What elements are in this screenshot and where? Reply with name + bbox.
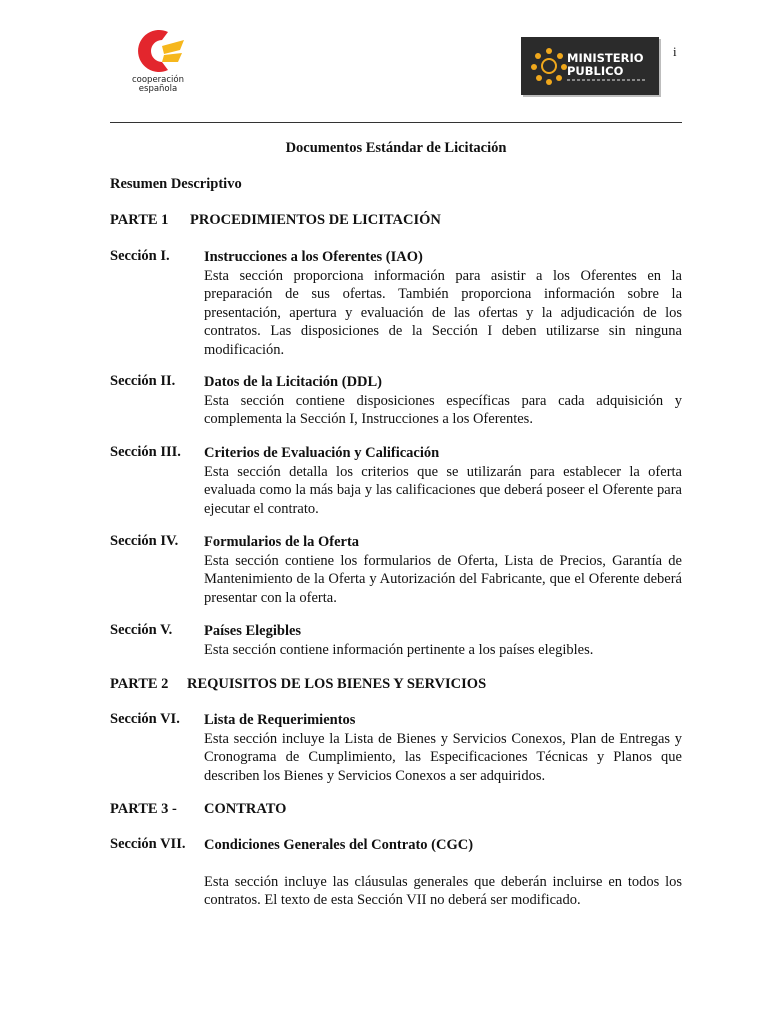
section-label: Sección II.: [110, 373, 176, 389]
section-2: [110, 373, 682, 429]
cooperacion-espanola-logo: [124, 26, 194, 98]
section-title: Lista de Requerimientos: [204, 712, 356, 728]
section-4: [110, 533, 682, 607]
logo-title-line2: PUBLICO: [567, 64, 624, 78]
section-6: [110, 711, 682, 785]
section-7: [110, 836, 682, 910]
ministerio-emblem-icon: [529, 46, 569, 86]
part-label: PARTE 2: [110, 676, 169, 692]
ministerio-publico-logo: [521, 37, 659, 95]
part-label: PARTE 3 -: [110, 801, 177, 817]
logo-title-line1: MINISTERIO: [567, 51, 644, 65]
logo-text-line2: española: [138, 84, 178, 94]
section-title: Criterios de Evaluación y Calificación: [204, 445, 440, 461]
section-title: Condiciones Generales del Contrato (CGC): [204, 837, 474, 853]
part-heading-2: [110, 676, 486, 693]
section-title: Países Elegibles: [204, 623, 302, 639]
section-title: Formularios de la Oferta: [204, 534, 360, 550]
summary-heading: Resumen Descriptivo: [110, 176, 242, 192]
section-description: Esta sección detalla los criterios que se utilizarán para establecer la oferta evaluada como la más baja y las calificaciones que deberá poseer el Oferente para ejecutar el contrato.: [204, 463, 682, 517]
part-title: REQUISITOS DE LOS BIENES Y SERVICIOS: [187, 676, 487, 692]
section-label: Sección VI.: [110, 711, 180, 727]
cooperacion-logo-mark-icon: [124, 26, 194, 76]
section-label: Sección I.: [110, 248, 170, 264]
section-description: Esta sección contiene disposiciones específicas para cada adquisición y complementa la Sección I, Instrucciones a los Oferentes.: [204, 392, 682, 427]
section-5: [110, 622, 682, 659]
part-label: PARTE 1: [110, 212, 169, 228]
section-1: [110, 248, 682, 359]
section-description: Esta sección incluye la Lista de Bienes y Servicios Conexos, Plan de Entregas y Cronograma de Cumplimiento, las Especificaciones Técnicas y Planos que describen los Bienes y Servicios Conexos a ser adquiridos.: [204, 730, 682, 784]
part-title: PROCEDIMIENTOS DE LICITACIÓN: [190, 212, 441, 228]
section-label: Sección VII.: [110, 836, 186, 852]
section-title: Datos de la Licitación (DDL): [204, 374, 383, 390]
part-title: CONTRATO: [204, 801, 287, 817]
logo-text-line1: cooperación: [131, 75, 185, 85]
document-title: Documentos Estándar de Licitación: [285, 140, 507, 156]
section-title: Instrucciones a los Oferentes (IAO): [204, 249, 423, 265]
logo-subtitle-strip: [567, 79, 645, 81]
section-label: Sección V.: [110, 622, 173, 638]
header-divider: [110, 122, 682, 123]
section-description: Esta sección incluye las cláusulas generales que deberán incluirse en todos los contratos. El texto de esta Sección VII no deberá ser modificado.: [204, 873, 682, 908]
section-description: Esta sección contiene los formularios de Oferta, Lista de Precios, Garantía de Mantenimiento de la Oferta y Autorización del Fabricante, que el Oferente deberá presentar con la oferta.: [204, 552, 682, 606]
part-heading-1: [110, 212, 441, 229]
page-number: i: [673, 44, 677, 59]
section-label: Sección III.: [110, 444, 181, 460]
part-heading-3: [110, 801, 286, 818]
section-label: Sección IV.: [110, 533, 179, 549]
section-description: Esta sección proporciona información para asistir a los Oferentes en la preparación de sus ofertas. También proporciona información sobre la presentación, apertura y evaluación de las ofertas y la adjudicación de los contratos. Las disposiciones de la Sección I deben utilizarse sin ninguna modificación.: [204, 267, 682, 358]
section-3: [110, 444, 682, 518]
section-description: Esta sección contiene información pertinente a los países elegibles.: [204, 641, 594, 658]
